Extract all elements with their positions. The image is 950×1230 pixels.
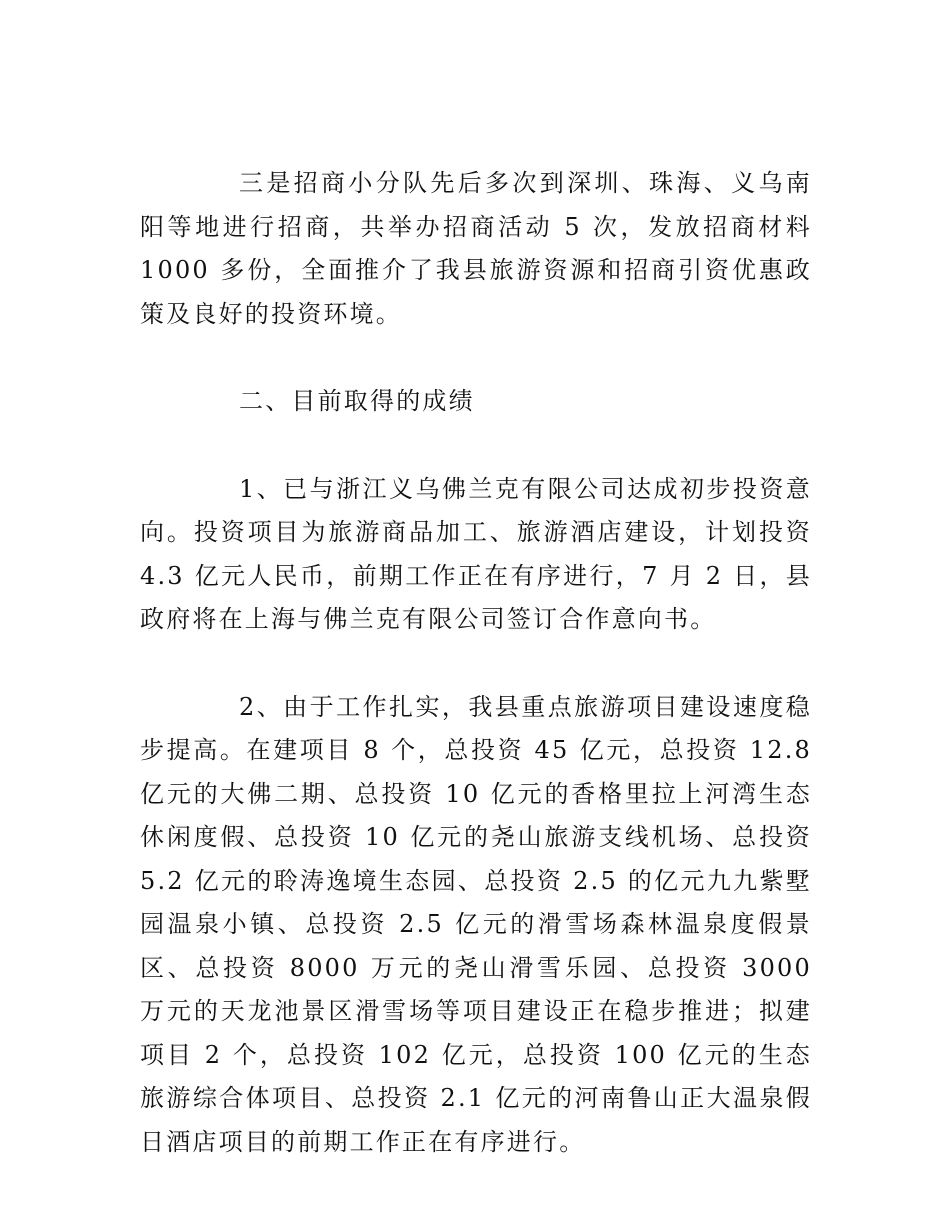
section-heading-achievements: 二、目前取得的成绩 — [239, 387, 475, 415]
document-body — [140, 162, 812, 1164]
paragraph-achievement-2: 2、由于工作扎实，我县重点旅游项目建设速度稳步提高。在建项目 8 个，总投资 45 亿元，总投资 12.8 亿元的大佛二期、总投资 10 亿元的香格里拉上河湾生态休闲度假、总投资 10 亿元的尧山旅游支线机场、总投资 5.2 亿元的聆涛逸境生态园、总投资 2.5 的亿元九九紫墅园温泉小镇、总投资 2.5 亿元的滑雪场森林温泉度假景区、总投资 8000 万元的尧山滑雪乐园、总投资 3000 万元的天龙池景区滑雪场等项目建设正在稳步推进；拟建项目 2 个，总投资 102 亿元，总投资 100 亿元的生态旅游综合体项目、总投资 2.1 亿元的河南鲁山正大温泉假日酒店项目的前期工作正在有序进行。 — [140, 692, 812, 1156]
paragraph-achievement-1: 1、已与浙江义乌佛兰克有限公司达成初步投资意向。投资项目为旅游商品加工、旅游酒店建设，计划投资 4.3 亿元人民币，前期工作正在有序进行，7 月 2 日，县政府将在上海与佛兰克有限公司签订合作意向书。 — [140, 474, 812, 633]
paragraph-recruitment-team: 三是招商小分队先后多次到深圳、珠海、义乌南阳等地进行招商，共举办招商活动 5 次，发放招商材料 1000 多份，全面推介了我县旅游资源和招商引资优惠政策及良好的投资环境。 — [140, 169, 812, 328]
